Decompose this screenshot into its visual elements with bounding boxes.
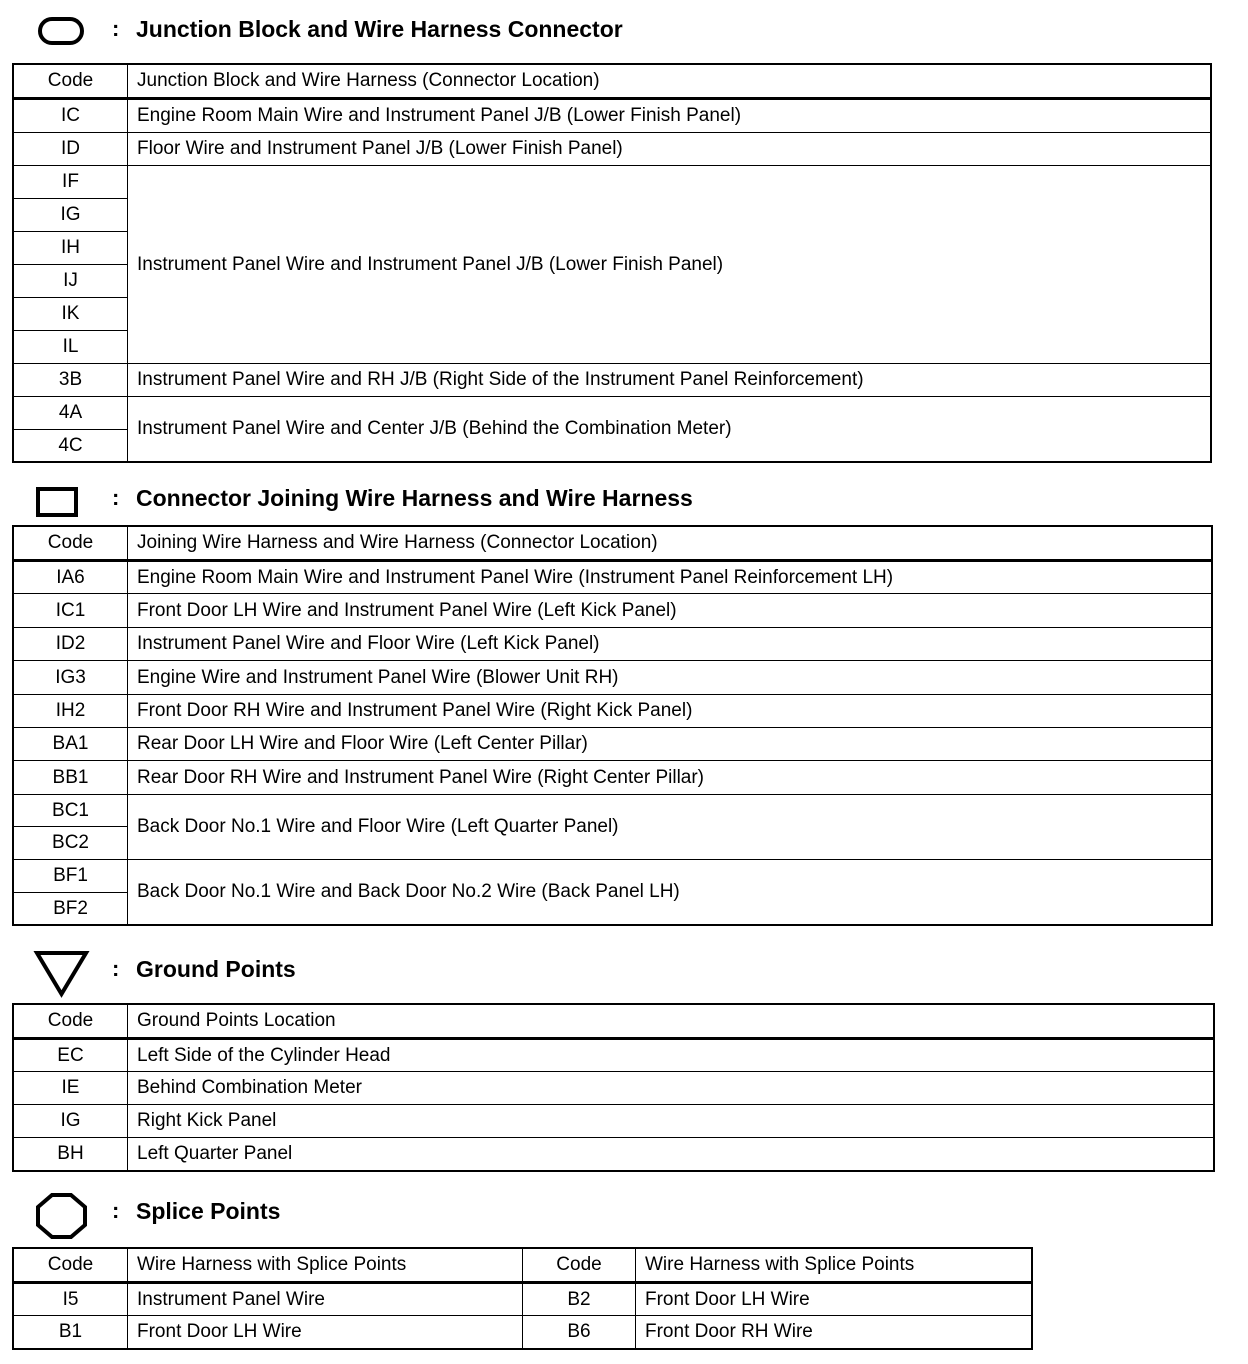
table-row	[14, 1039, 1214, 1072]
heading-colon: :	[112, 485, 120, 510]
location-cell: Engine Wire and Instrument Panel Wire (Blower Unit RH)	[128, 661, 1212, 695]
junction-section-heading	[0, 10, 1248, 50]
ground-section-title: Ground Points	[136, 956, 296, 982]
table-row	[14, 1105, 1214, 1138]
table-row	[14, 1072, 1214, 1105]
connector-section-heading	[0, 479, 1248, 519]
table-row	[14, 860, 1212, 893]
table-row	[14, 761, 1212, 795]
location-cell: Engine Room Main Wire and Instrument Panel J/B (Lower Finish Panel)	[128, 99, 1211, 133]
code-column-header: Code	[14, 65, 128, 99]
connector-section-title: Connector Joining Wire Harness and Wire Harness	[136, 485, 693, 511]
location-cell: Floor Wire and Instrument Panel J/B (Lower Finish Panel)	[128, 133, 1211, 166]
location-cell: Rear Door RH Wire and Instrument Panel Wire (Right Center Pillar)	[128, 761, 1212, 795]
location-cell: Behind Combination Meter	[128, 1072, 1214, 1105]
table-row	[14, 133, 1211, 166]
code-cell: ID2	[14, 628, 128, 661]
location-cell: Right Kick Panel	[128, 1105, 1214, 1138]
code-cell: 4A	[14, 397, 128, 430]
table-header-row	[14, 527, 1212, 561]
location-cell: Back Door No.1 Wire and Back Door No.2 Wire (Back Panel LH)	[128, 860, 1212, 925]
code-column-header: Code	[14, 1005, 128, 1039]
code-column-header: Code	[14, 527, 128, 561]
wire-harness-cell: Front Door RH Wire	[636, 1316, 1032, 1349]
connector-table	[13, 526, 1212, 925]
code-cell: IJ	[14, 265, 128, 298]
table-header-row	[14, 1005, 1214, 1039]
heading-colon: :	[112, 16, 120, 41]
location-column-header: Joining Wire Harness and Wire Harness (Connector Location)	[128, 527, 1212, 561]
junction-table	[13, 64, 1211, 462]
down-triangle-icon	[30, 950, 94, 998]
location-cell: Instrument Panel Wire and Center J/B (Behind the Combination Meter)	[128, 397, 1211, 462]
table-row	[14, 1138, 1214, 1171]
code-cell: BF1	[14, 860, 128, 893]
location-cell: Left Quarter Panel	[128, 1138, 1214, 1171]
ground-table	[13, 1004, 1214, 1171]
code-cell: IA6	[14, 561, 128, 594]
location-column-header: Ground Points Location	[128, 1005, 1214, 1039]
table-row	[14, 397, 1211, 430]
wire-harness-cell: Instrument Panel Wire	[128, 1283, 523, 1316]
wire-harness-cell: Front Door LH Wire	[636, 1283, 1032, 1316]
location-column-header: Junction Block and Wire Harness (Connector Location)	[128, 65, 1211, 99]
heading-colon: :	[112, 956, 120, 981]
code-cell: EC	[14, 1039, 128, 1072]
location-cell: Engine Room Main Wire and Instrument Panel Wire (Instrument Panel Reinforcement LH)	[128, 561, 1212, 594]
code-cell: IL	[14, 331, 128, 364]
code-cell: 4C	[14, 430, 128, 462]
table-row	[14, 166, 1211, 199]
octagon-icon	[30, 1192, 94, 1240]
code-cell: I5	[14, 1283, 128, 1316]
junction-section-title: Junction Block and Wire Harness Connector	[136, 16, 623, 42]
table-row	[14, 628, 1212, 661]
location-cell: Instrument Panel Wire and Floor Wire (Left Kick Panel)	[128, 628, 1212, 661]
code-cell: IK	[14, 298, 128, 331]
code-cell: BH	[14, 1138, 128, 1171]
wire-harness-column-header: Wire Harness with Splice Points	[636, 1249, 1032, 1283]
location-cell: Front Door RH Wire and Instrument Panel Wire (Right Kick Panel)	[128, 695, 1212, 728]
code-cell: 3B	[14, 364, 128, 397]
location-cell: Left Side of the Cylinder Head	[128, 1039, 1214, 1072]
heading-colon: :	[112, 1198, 120, 1223]
table-header-row	[14, 1249, 1032, 1283]
splice-section-heading	[0, 1192, 1248, 1232]
location-cell: Rear Door LH Wire and Floor Wire (Left Center Pillar)	[128, 728, 1212, 761]
code-cell: IH2	[14, 695, 128, 728]
code-cell: B1	[14, 1316, 128, 1349]
splice-section-title: Splice Points	[136, 1198, 281, 1224]
wire-harness-cell: Front Door LH Wire	[128, 1316, 523, 1349]
table-header-row	[14, 65, 1211, 99]
code-cell: BA1	[14, 728, 128, 761]
code-cell: IH	[14, 232, 128, 265]
table-row	[14, 364, 1211, 397]
wire-harness-column-header: Wire Harness with Splice Points	[128, 1249, 523, 1283]
location-cell: Instrument Panel Wire and RH J/B (Right Side of the Instrument Panel Reinforcement)	[128, 364, 1211, 397]
code-column-header: Code	[14, 1249, 128, 1283]
code-cell: BC2	[14, 827, 128, 860]
location-cell: Front Door LH Wire and Instrument Panel Wire (Left Kick Panel)	[128, 594, 1212, 628]
code-cell: BC1	[14, 795, 128, 827]
table-row	[14, 661, 1212, 695]
table-row	[14, 594, 1212, 628]
code-cell: B6	[523, 1316, 636, 1349]
code-cell: ID	[14, 133, 128, 166]
location-cell: Back Door No.1 Wire and Floor Wire (Left Quarter Panel)	[128, 795, 1212, 860]
table-row	[14, 728, 1212, 761]
table-row	[14, 99, 1211, 133]
splice-table	[13, 1248, 1032, 1349]
table-row	[14, 561, 1212, 594]
code-cell: IC1	[14, 594, 128, 628]
code-cell: BB1	[14, 761, 128, 795]
rounded-rect-icon	[30, 10, 94, 50]
code-cell: IG	[14, 1105, 128, 1138]
code-cell: BF2	[14, 893, 128, 925]
code-cell: IC	[14, 99, 128, 133]
table-row	[14, 1283, 1032, 1316]
code-cell: B2	[523, 1283, 636, 1316]
code-cell: IE	[14, 1072, 128, 1105]
table-row	[14, 795, 1212, 827]
code-cell: IG	[14, 199, 128, 232]
table-row	[14, 1316, 1032, 1349]
table-row	[14, 695, 1212, 728]
code-cell: IF	[14, 166, 128, 199]
code-cell: IG3	[14, 661, 128, 695]
ground-section-heading	[0, 950, 1248, 990]
code-column-header: Code	[523, 1249, 636, 1283]
square-icon	[30, 479, 94, 519]
location-cell: Instrument Panel Wire and Instrument Panel J/B (Lower Finish Panel)	[128, 166, 1211, 364]
